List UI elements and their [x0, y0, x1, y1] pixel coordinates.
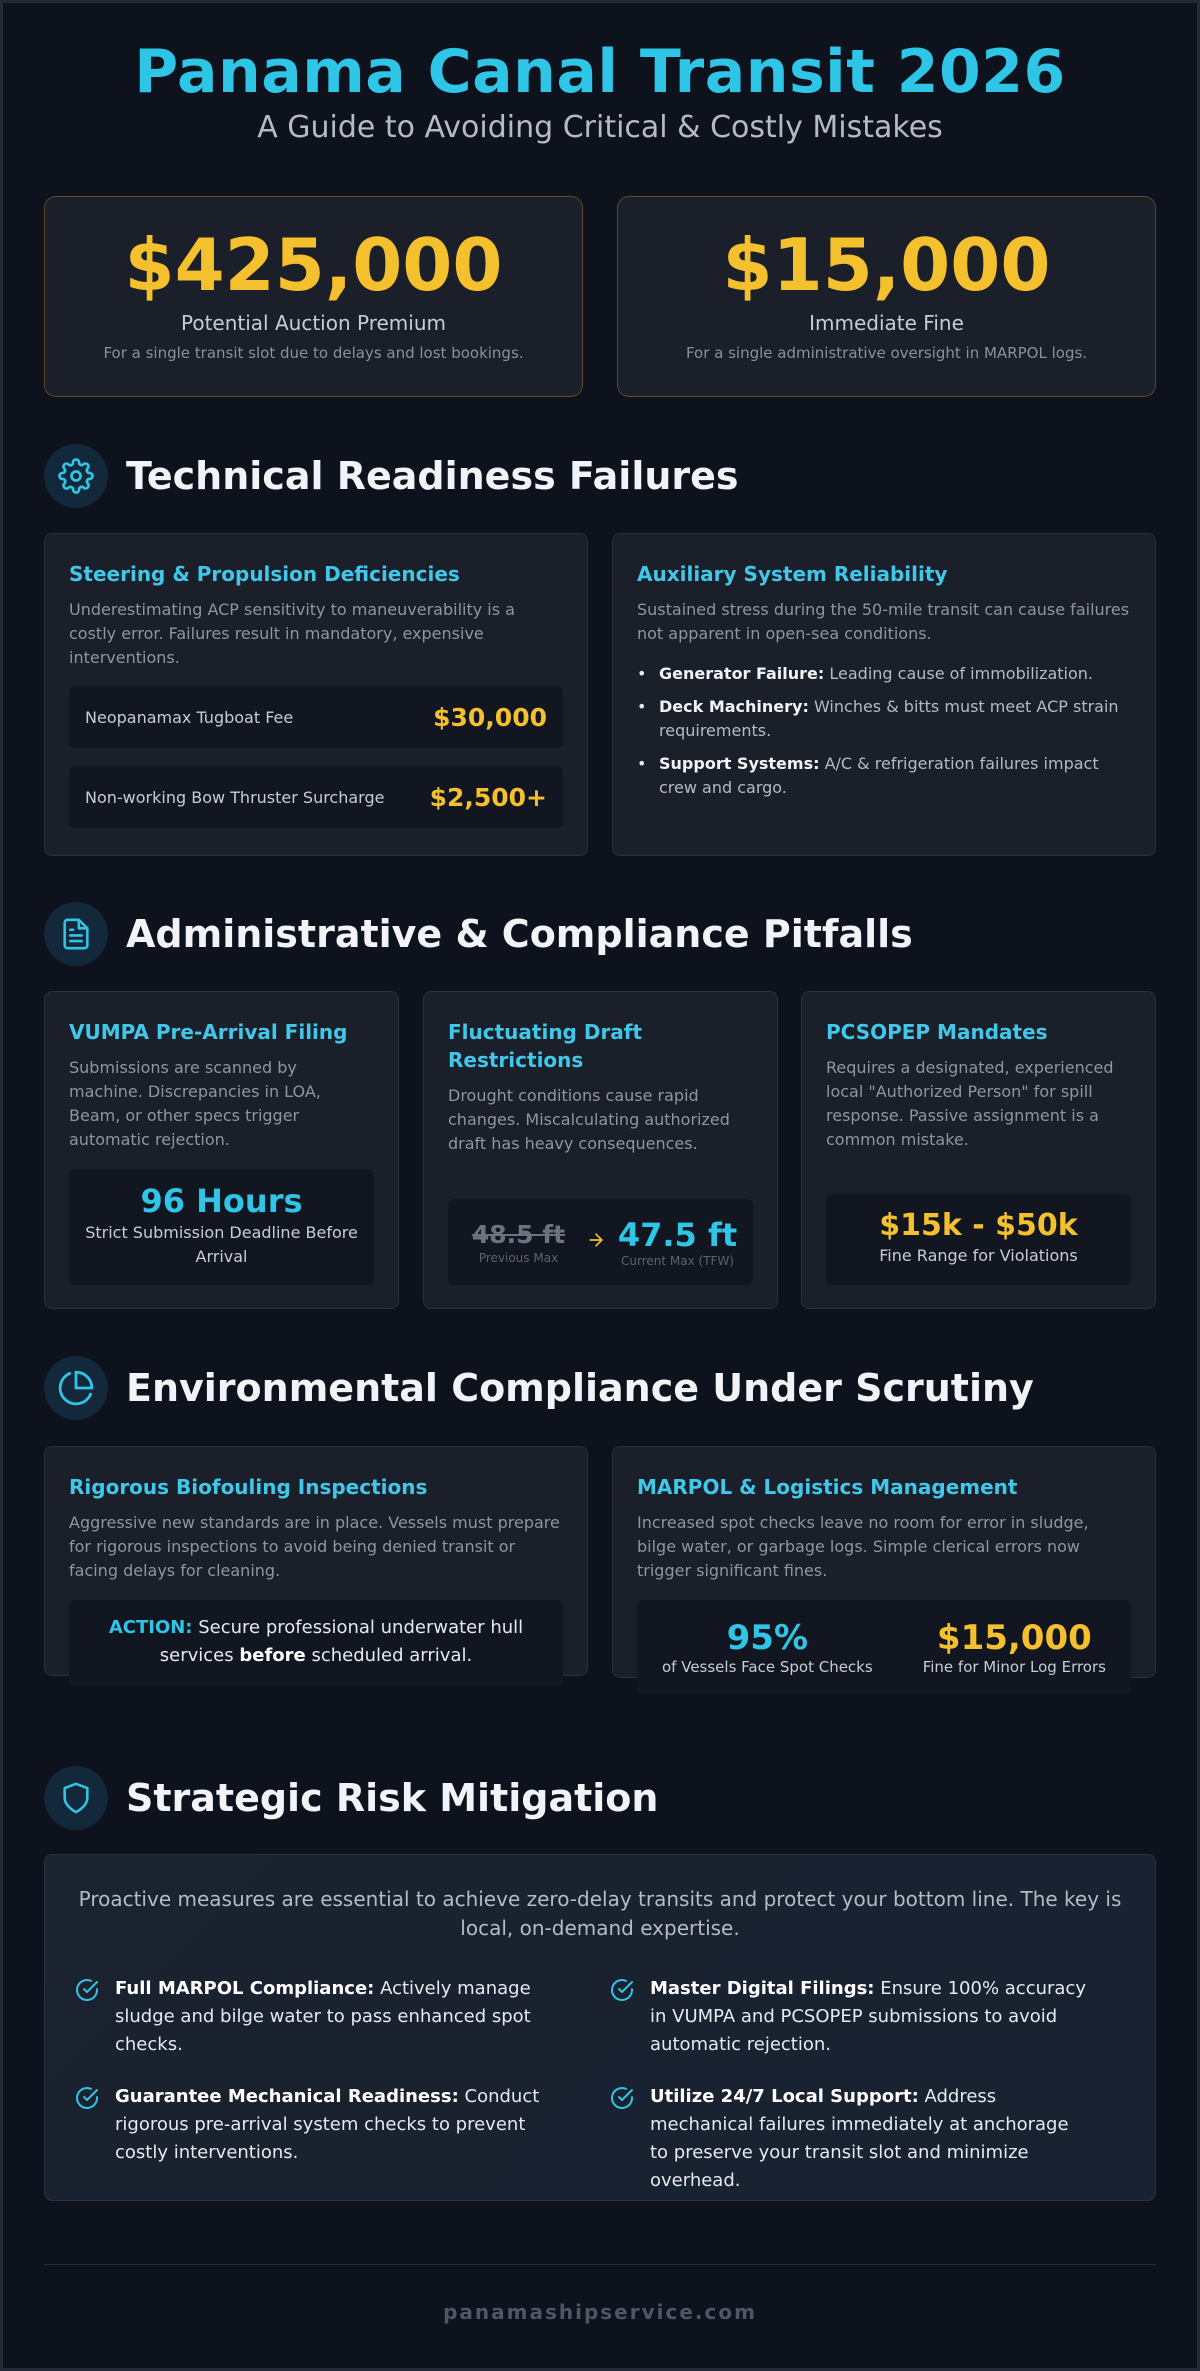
card-title: Auxiliary System Reliability	[637, 562, 948, 586]
action-box: ACTION: Secure professional underwater hull services before scheduled arrival.	[69, 1600, 563, 1686]
section-header-admin	[44, 902, 913, 966]
card-biofouling	[44, 1446, 588, 1676]
stat-value: $425,000	[124, 223, 503, 307]
card-title: Steering & Propulsion Deficiencies	[69, 562, 460, 586]
footer-domain: panamashipservice.com	[443, 2300, 757, 2324]
check-circle-icon	[75, 1978, 99, 2002]
mitigation-intro: Proactive measures are essential to achieve zero-delay transits and protect your bottom line. The key is local, on-demand expertise.	[78, 1887, 1122, 1940]
current-draft-value: 47.5 ft	[617, 1216, 738, 1254]
card-title: VUMPA Pre-Arrival Filing	[69, 1020, 348, 1044]
check-circle-icon	[75, 2086, 99, 2110]
mitigation-item-mechanical: Guarantee Mechanical Readiness: Conduct rigorous pre-arrival system checks to prevent costly interventions.	[75, 2083, 555, 2167]
card-body: Underestimating ACP sensitivity to maneuverability is a costly error. Failures result in mandatory, expensive interventions.	[69, 600, 515, 667]
fee-row-bow-thruster	[69, 766, 563, 828]
spot-check-value: 95%	[726, 1618, 809, 1658]
log-fine-value: $15,000	[936, 1618, 1092, 1658]
list-item: • Deck Machinery: Winches & bitts must meet ACP strain requirements.	[637, 695, 1131, 743]
pie-chart-icon	[44, 1356, 108, 1420]
mitigation-panel	[44, 1854, 1156, 2201]
fine-range-value: $15k - $50k	[879, 1208, 1078, 1243]
card-body: Requires a designated, experienced local "Authorized Person" for spill response. Passive assignment is a common mistake.	[826, 1058, 1114, 1149]
previous-draft-value: 48.5 ft	[471, 1219, 566, 1249]
section-title: Strategic Risk Mitigation	[126, 1776, 659, 1820]
card-draft-restrictions	[423, 991, 778, 1309]
fine-range-box	[826, 1194, 1131, 1285]
mitigation-item-marpol: Full MARPOL Compliance: Actively manage sludge and bilge water to pass enhanced spot checks.	[75, 1975, 555, 2059]
log-fine-label: Fine for Minor Log Errors	[922, 1658, 1106, 1676]
header	[0, 36, 1200, 145]
section-header-technical	[44, 444, 739, 508]
check-circle-icon	[610, 1978, 634, 2002]
fee-label: Neopanamax Tugboat Fee	[85, 707, 294, 727]
stat-card-auction-premium	[44, 196, 583, 397]
fee-row-tugboat	[69, 686, 563, 748]
gear-icon	[44, 444, 108, 508]
document-icon	[44, 902, 108, 966]
arrow-right-icon	[586, 1230, 606, 1254]
card-vumpa-filing	[44, 991, 399, 1309]
marpol-stats	[637, 1600, 1131, 1694]
card-pcsopep-mandates	[801, 991, 1156, 1309]
section-header-mitigation	[44, 1766, 658, 1830]
page-subtitle: A Guide to Avoiding Critical & Costly Mistakes	[257, 110, 943, 145]
stat-desc: For a single administrative oversight in MARPOL logs.	[685, 344, 1088, 362]
fee-value: $30,000	[433, 702, 547, 732]
spot-check-stat	[662, 1618, 873, 1676]
check-circle-icon	[610, 2086, 634, 2110]
mitigation-item-filings: Master Digital Filings: Ensure 100% accuracy in VUMPA and PCSOPEP submissions to avoid automatic rejection.	[610, 1975, 1090, 2059]
stat-value: $15,000	[722, 223, 1051, 307]
deadline-label: Strict Submission Deadline Before Arrival	[85, 1223, 358, 1266]
deadline-value: 96 Hours	[140, 1182, 303, 1220]
card-marpol-logistics	[612, 1446, 1156, 1678]
stat-label: Potential Auction Premium	[181, 311, 446, 335]
section-header-environmental	[44, 1356, 1034, 1420]
card-body: Sustained stress during the 50-mile transit can cause failures not apparent in open-sea conditions.	[637, 600, 1130, 643]
card-auxiliary-systems	[612, 533, 1156, 856]
previous-draft-label: Previous Max	[478, 1250, 559, 1265]
card-body: Submissions are scanned by machine. Discrepancies in LOA, Beam, or other specs trigger automatic rejection.	[69, 1058, 321, 1149]
mitigation-item-support: Utilize 24/7 Local Support: Address mechanical failures immediately at anchorage to preserve your transit slot and minimize overhead.	[610, 2083, 1090, 2195]
card-title: Fluctuating Draft Restrictions	[448, 1020, 643, 1072]
card-title: Rigorous Biofouling Inspections	[69, 1475, 428, 1499]
footer-divider	[44, 2264, 1156, 2265]
draft-comparison	[448, 1199, 753, 1285]
spot-check-label: of Vessels Face Spot Checks	[662, 1658, 873, 1676]
card-title: PCSOPEP Mandates	[826, 1020, 1048, 1044]
deadline-box	[69, 1169, 374, 1285]
action-label: ACTION:	[108, 1617, 193, 1638]
fee-value: $2,500+	[429, 782, 547, 812]
stat-desc: For a single transit slot due to delays and lost bookings.	[103, 344, 524, 362]
fine-range-label: Fine Range for Violations	[879, 1246, 1078, 1265]
card-steering-propulsion	[44, 533, 588, 856]
list-item: • Support Systems: A/C & refrigeration failures impact crew and cargo.	[637, 752, 1131, 800]
card-body: Aggressive new standards are in place. Vessels must prepare for rigorous inspections to avoid being denied transit or facing delays for cleaning.	[69, 1513, 560, 1580]
card-body: Drought conditions cause rapid changes. Miscalculating authorized draft has heavy consequences.	[448, 1086, 730, 1153]
current-draft-label: Current Max (TFW)	[621, 1254, 734, 1268]
current-draft	[618, 1216, 738, 1268]
fee-label: Non-working Bow Thruster Surcharge	[85, 787, 385, 807]
card-title: MARPOL & Logistics Management	[637, 1475, 1018, 1499]
page-title: Panama Canal Transit 2026	[134, 37, 1066, 107]
section-title: Administrative & Compliance Pitfalls	[126, 912, 913, 956]
section-title: Environmental Compliance Under Scrutiny	[126, 1366, 1034, 1410]
bullet-list	[637, 662, 1131, 800]
card-body: Increased spot checks leave no room for error in sludge, bilge water, or garbage logs. Simple clerical errors now trigger significant fines.	[637, 1513, 1089, 1580]
list-item: • Generator Failure: Leading cause of immobilization.	[637, 662, 1131, 686]
stat-card-immediate-fine	[617, 196, 1156, 397]
log-fine-stat	[923, 1618, 1106, 1676]
shield-icon	[44, 1766, 108, 1830]
stat-label: Immediate Fine	[809, 311, 964, 335]
section-title: Technical Readiness Failures	[126, 454, 739, 498]
previous-draft	[464, 1220, 574, 1265]
